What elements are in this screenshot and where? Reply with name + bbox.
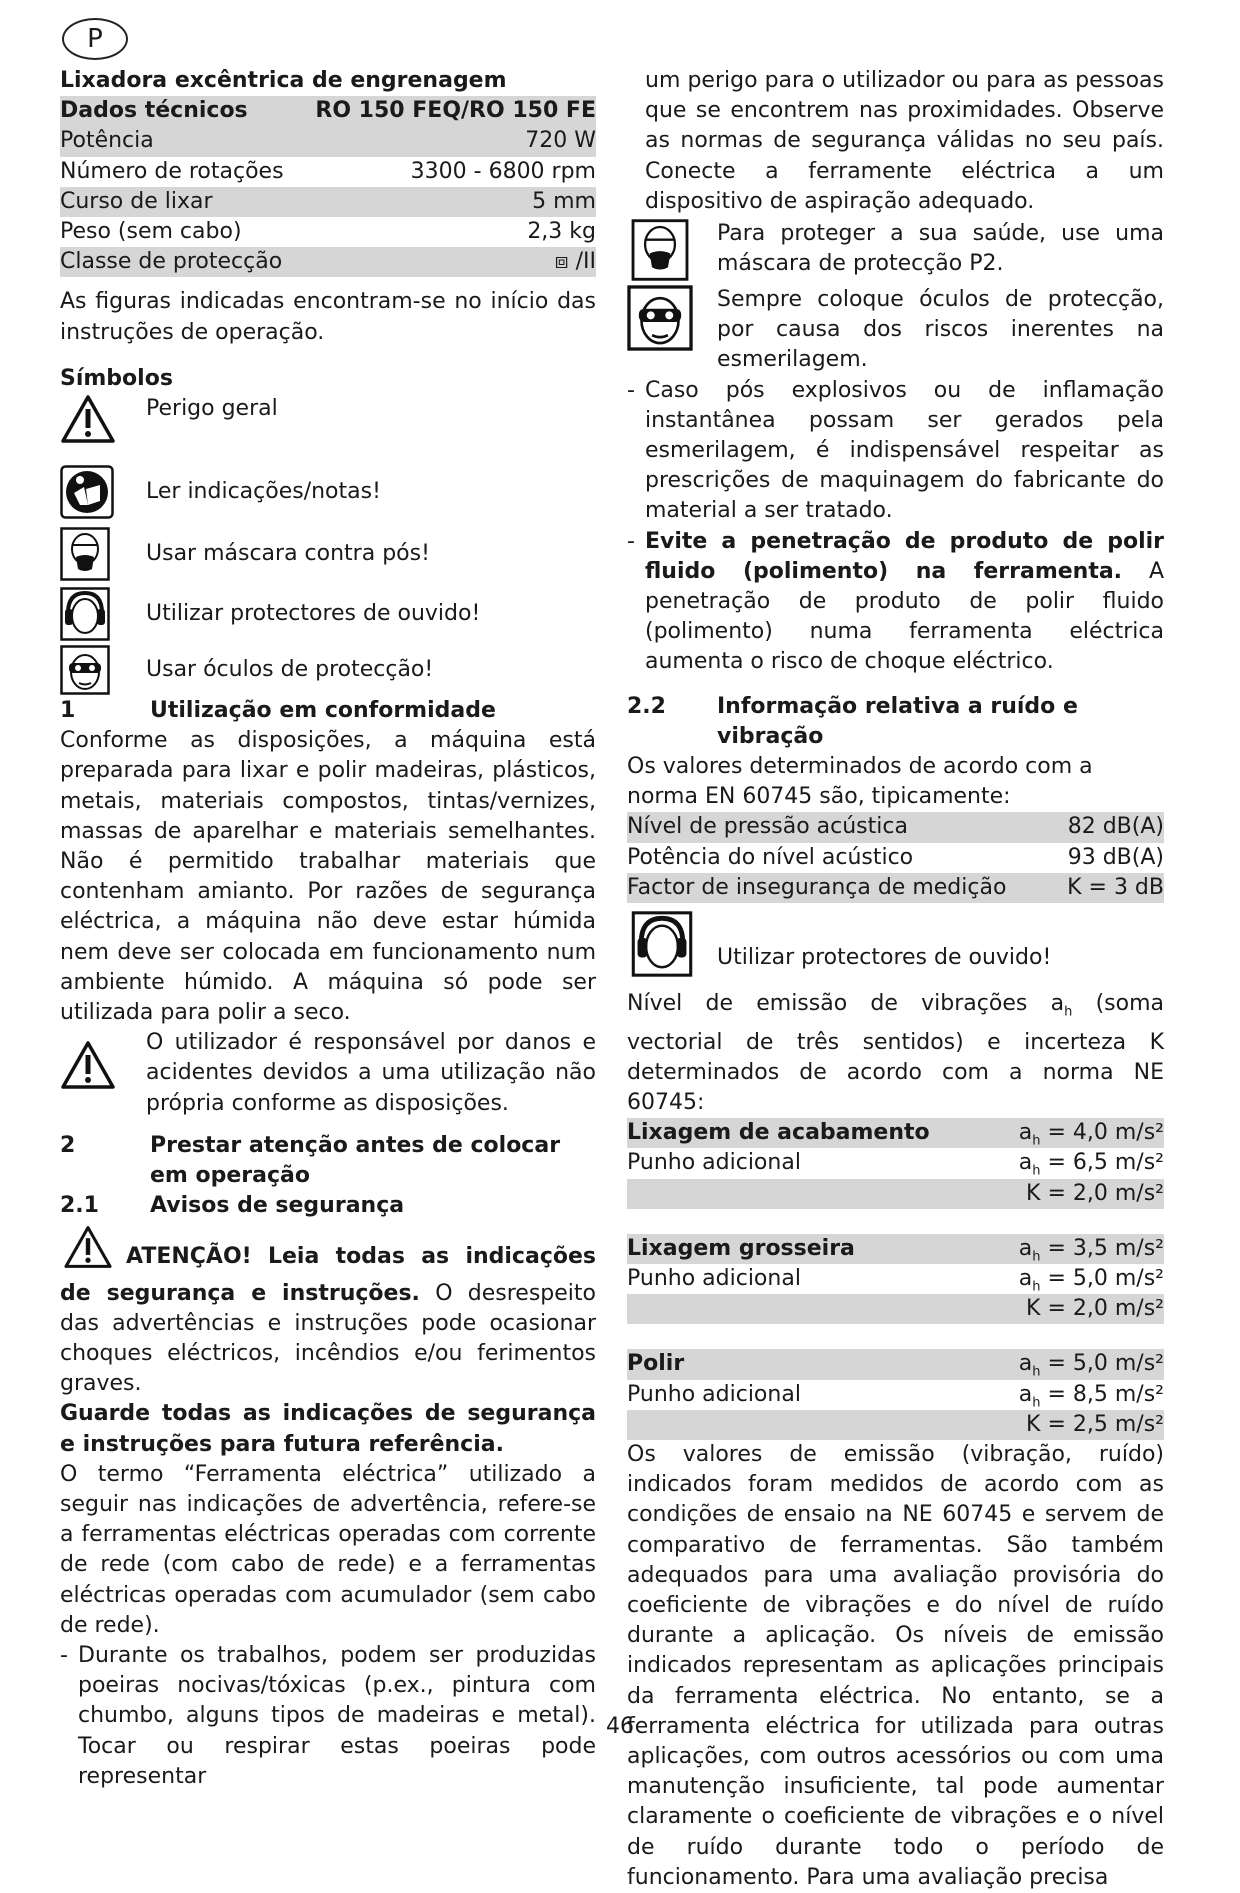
tech-header-row: Dados técnicos RO 150 FEQ/RO 150 FE <box>60 96 596 126</box>
tech-row: Peso (sem cabo) 2,3 kg <box>60 218 596 244</box>
mask-note: Para proteger a sua saúde, use uma máscara de protecção P2. <box>627 219 1164 281</box>
symbol-label: Usar máscara contra pós! <box>146 540 430 566</box>
language-badge: P <box>62 18 128 60</box>
ear-protection-note: Utilizar protectores de ouvido! <box>627 909 1164 977</box>
section-1-warning: O utilizador é responsável por danos e acidentes devidos a uma utilização não própria conforme as disposições. <box>60 1028 596 1119</box>
read-manual-icon <box>60 465 146 519</box>
symbol-row <box>60 394 596 460</box>
keep-instructions-note: Guarde todas as indicações de segurança e instruções para futura referência. <box>60 1401 596 1457</box>
dust-mask-icon <box>60 527 146 581</box>
safety-goggles-icon <box>60 645 146 695</box>
symbol-label: Perigo geral <box>146 395 278 421</box>
symbol-label: Ler indicações/notas! <box>146 478 381 504</box>
symbol-row <box>60 584 596 644</box>
noise-row: Nível de pressão acústica 82 dB(A) <box>627 812 1164 842</box>
right-column <box>627 66 1164 1893</box>
dust-mask-icon <box>627 219 717 281</box>
vibration-intro: Nível de emissão de vibrações $a_h$ (soma vectorial de três sentidos) e incerteza K determinados de acordo com a norma NE 60745: <box>627 991 1164 1116</box>
section-1-text: Conforme as disposições, a máquina está preparada para lixar e polir madeiras, plásticos, metais, materiais compostos, tintas/vernizes, massas de aparelhar e materiais semelhantes. Não é permitido trabalhar materiais que contenham amianto. Por razões de segurança eléctrica, a máquina não deve estar húmida nem deve ser colocada em funcionamento num ambiente húmido. A máquina só pode ser utilizada para polir a seco. <box>60 728 596 1025</box>
tech-row: Classe de protecção ⧈ /II <box>60 247 596 277</box>
noise-intro: Os valores determinados de acordo com a norma EN 60745 são, tipicamente: <box>627 754 1093 810</box>
explosive-dust-item: - Caso pós explosivos ou de inflamação instantânea possam ser gerados pela esmerilagem, é indispensável respeitar as prescrições de maquinagem do fabricante do material a ser tratado. <box>627 377 1164 524</box>
ear-protection-icon <box>60 587 146 641</box>
tech-row: Número de rotações 3300 - 6800 rpm <box>60 158 596 184</box>
left-column <box>60 66 596 1792</box>
safety-goggles-icon <box>627 285 717 351</box>
warning-triangle-icon <box>60 1225 126 1278</box>
symbols-title: Símbolos <box>60 365 173 391</box>
noise-row: Factor de insegurança de medição K = 3 dB <box>627 873 1164 903</box>
goggles-note: Sempre coloque óculos de protecção, por causa dos riscos inerentes na esmerilagem. <box>627 285 1164 376</box>
continued-text: um perigo para o utilizador ou para as pessoas que se encontrem nas proximidades. Observe as normas de segurança válidas no seu país. Conecte a ferramente eléctrica a um dispositivo de aspiração adequado. <box>645 68 1164 214</box>
section-1-heading: 1 Utilização em conformidade <box>60 697 496 723</box>
symbol-label: Usar óculos de protecção! <box>146 656 434 682</box>
vibration-group: Lixagem grosseira $a_h = 3,5$ m/s² Punho adicional $a_h = 5,0$ m/s² K = 2,0 m/s² <box>627 1209 1164 1325</box>
polish-fluid-item: - Evite a penetração de produto de polir fluido (polimento) na ferramenta. A penetração de produto de polir fluido (polimento) numa ferramenta eléctrica aumenta o risco de choque eléctrico. <box>627 528 1164 675</box>
section-2-1-heading: 2.1 Avisos de segurança <box>60 1193 405 1219</box>
section-2-2-heading: 2.2 Informação relativa a ruído e vibração <box>627 693 1078 749</box>
symbol-row <box>60 524 596 584</box>
symbol-row <box>60 460 596 524</box>
noise-row: Potência do nível acústico 93 dB(A) <box>627 844 1164 870</box>
emission-note: Os valores de emissão (vibração, ruído) indicados foram medidos de acordo com as condições de ensaio na NE 60745 e servem de comparativo de ferramentas. São também adequados para uma avaliação provisória do coeficiente de vibrações e do nível de ruído durante a aplicação. Os níveis de emissão indicados representam as aplicações principais da ferramenta eléctrica. No entanto, se a ferramenta eléctrica for utilizada para outras aplicações, com outros acessórios ou com uma manutenção insuficiente, tal pode aumentar claramente o coeficiente de vibrações e o nível de ruído durante todo o período de funcionamento. Para uma avaliação precisa <box>627 1441 1164 1890</box>
figures-note: As figuras indicadas encontram-se no início das instruções de operação. <box>60 289 596 345</box>
symbol-row <box>60 644 596 696</box>
vibration-group: Lixagem de acabamento $a_h = 4,0$ m/s² Punho adicional $a_h = 6,5$ m/s² K = 2,0 m/s² <box>627 1118 1164 1209</box>
tech-row: Curso de lixar 5 mm <box>60 187 596 217</box>
term-definition: O termo “Ferramenta eléctrica” utilizado a seguir nas indicações de advertência, refere-se a ferramentas eléctricas operadas com corrente de rede (com cabo de rede) e a ferramentas eléctricas operadas com acumulador (sem cabo de rede). <box>60 1461 596 1638</box>
symbol-label: Utilizar protectores de ouvido! <box>146 600 481 626</box>
ear-protection-icon <box>627 911 717 977</box>
warning-triangle-icon <box>60 394 146 444</box>
dust-warning-item: - Durante os trabalhos, podem ser produzidas poeiras nocivas/tóxicas (p.ex., pintura com chumbo, alguns tipos de madeiras e metal). Tocar ou respirar estas poeiras pode representar <box>60 1643 596 1789</box>
page-number: 46 <box>606 1714 634 1739</box>
tech-row: Potência 720 W <box>60 126 596 156</box>
document-title: Lixadora excêntrica de engrenagem <box>60 68 507 93</box>
attention-paragraph: ATENÇÃO! Leia todas as indicações de segurança e instruções. O desrespeito das advertências e instruções pode ocasionar choques eléctricos, incêndios e/ou ferimentos graves. <box>60 1225 596 1399</box>
vibration-group: Polir $a_h = 5,0$ m/s² Punho adicional $a_h = 8,5$ m/s² K = 2,5 m/s² <box>627 1324 1164 1440</box>
section-2-heading: 2 Prestar atenção antes de colocar em operação <box>60 1132 561 1188</box>
warning-triangle-icon <box>60 1028 146 1090</box>
